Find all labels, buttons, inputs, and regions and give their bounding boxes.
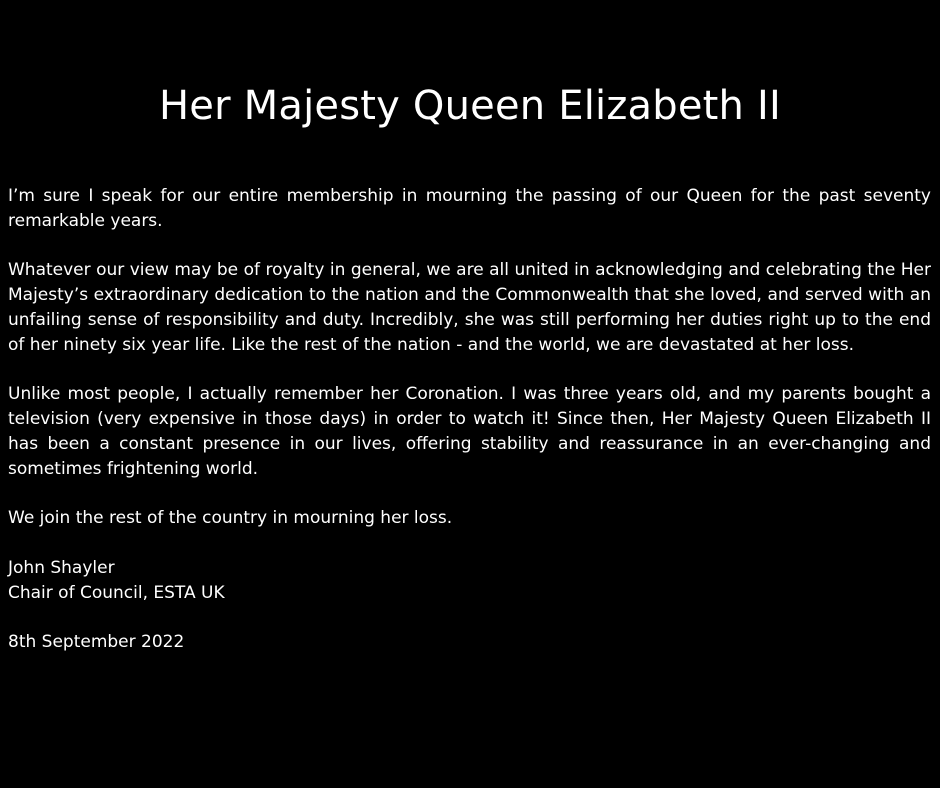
paragraph-opening: I’m sure I speak for our entire membership in mourning the passing of our Queen for the past seventy remarkable years. — [8, 186, 931, 231]
tribute-body — [8, 184, 931, 680]
date-line: 8th September 2022 — [8, 632, 185, 653]
signature-block — [8, 556, 931, 606]
paragraph-dedication: Whatever our view may be of royalty in general, we are all united in acknowledging and celebrating the Her Majesty’s extraordinary dedication to the nation and the Commonwealth that she loved, and served with an unfailing sense of responsibility and duty. Incredibly, she was still performing her duties right up to the end of her ninety six year life. Like the rest of the nation - and the world, we are devastated at her loss. — [8, 260, 931, 355]
paragraph-coronation: Unlike most people, I actually remember her Coronation. I was three years old, and my parents bought a television (very expensive in those days) in order to watch it! Since then, Her Majesty Queen Elizabeth II has been a constant presence in our lives, offering stability and reassurance in an ever-changing and sometimes frightening world. — [8, 384, 931, 479]
signature-name: John Shayler — [8, 557, 115, 578]
signature-role: Chair of Council, ESTA UK — [8, 582, 225, 603]
page-title: Her Majesty Queen Elizabeth II — [159, 83, 781, 129]
paragraph-closing: We join the rest of the country in mourning her loss. — [8, 508, 453, 529]
